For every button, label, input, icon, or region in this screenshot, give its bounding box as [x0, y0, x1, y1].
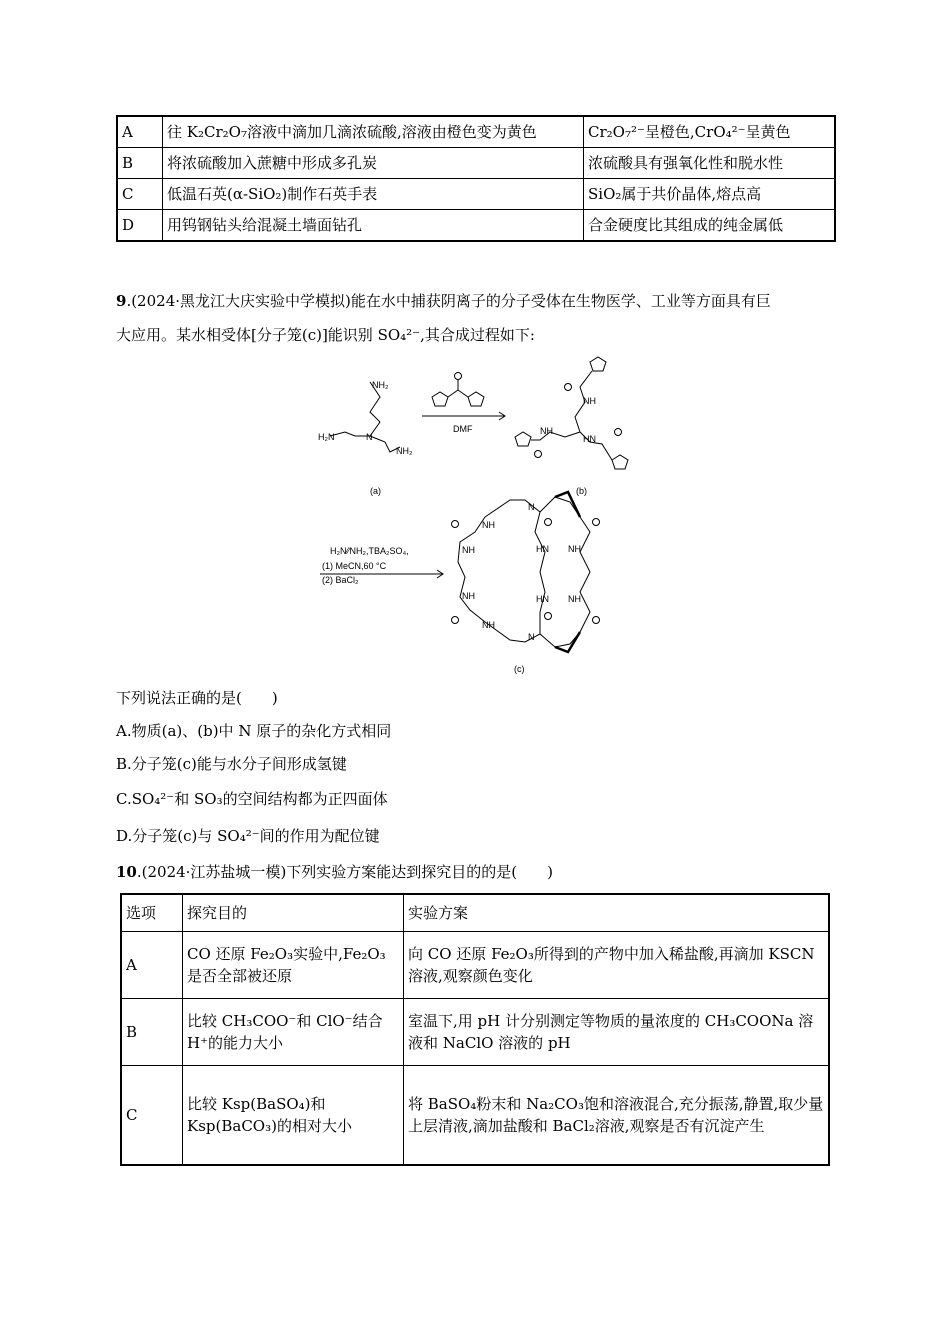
question-9-line1	[116, 284, 836, 318]
table-cell-operation: 往 K₂Cr₂O₇溶液中滴加几滴浓硫酸,溶液由橙色变为黄色	[163, 116, 584, 148]
table-1	[116, 115, 836, 242]
table-cell-explanation: Cr₂O₇²⁻呈橙色,CrO₄²⁻呈黄色	[584, 116, 836, 148]
question-text: .(2024·江苏盐城一模)下列实验方案能达到探究目的的是( )	[136, 863, 553, 881]
table-row	[121, 932, 829, 999]
question-number: 10	[116, 863, 137, 881]
table-cell-option: D	[117, 210, 163, 242]
reagent-line-3: (2) BaCl₂	[322, 575, 359, 585]
reaction-arrow-2	[320, 546, 443, 585]
question-9-line2: 大应用。某水相受体[分子笼(c)]能识别 SO₄²⁻,其合成过程如下:	[116, 326, 535, 344]
question-text: .(2024·黑龙江大庆实验中学模拟)能在水中捕获阴离子的分子受体在生物医学、工业等方面具有巨	[126, 292, 771, 310]
table-cell-option: A	[121, 932, 183, 999]
table-cell-explanation: 浓硫酸具有强氧化性和脱水性	[584, 148, 836, 179]
table-header-cell: 选项	[121, 894, 183, 932]
label-a: (a)	[370, 486, 381, 496]
table-row	[121, 999, 829, 1066]
table-cell-option: C	[117, 179, 163, 210]
table-cell-option: B	[117, 148, 163, 179]
nh-label: NH	[462, 591, 475, 601]
reagent-dmf: DMF	[453, 424, 473, 434]
table-2	[120, 893, 830, 1166]
question-10	[116, 860, 553, 884]
table-cell-explanation: 合金硬度比其组成的纯金属低	[584, 210, 836, 242]
table-header-cell: 实验方案	[404, 894, 830, 932]
hn-label: HN	[583, 434, 596, 444]
molecule-c	[452, 492, 600, 674]
nh-label: NH	[540, 426, 553, 436]
label-b: (b)	[576, 486, 587, 496]
table-cell-option: B	[121, 999, 183, 1066]
n-label: N	[528, 502, 535, 512]
nh-label: NH	[583, 396, 596, 406]
h2n-left-label: H₂N	[318, 432, 335, 442]
nh-label: NH	[462, 545, 475, 555]
table-cell-plan: 将 BaSO₄粉末和 Na₂CO₃饱和溶液混合,充分振荡,静置,取少量上层清液,滴加盐酸和 BaCl₂溶液,观察是否有沉淀产生	[404, 1066, 830, 1166]
molecule-b	[515, 357, 628, 496]
table-cell-plan: 向 CO 还原 Fe₂O₃所得到的产物中加入稀盐酸,再滴加 KSCN 溶液,观察颜色变化	[404, 932, 830, 999]
nh-label: NH	[482, 620, 495, 630]
table-header-cell: 探究目的	[183, 894, 404, 932]
hn-label: HN	[536, 544, 549, 554]
table-cell-plan: 室温下,用 pH 计分别测定等物质的量浓度的 CH₃COONa 溶液和 NaClO 溶液的 pH	[404, 999, 830, 1066]
table-header-row	[121, 894, 829, 932]
table-row	[117, 179, 835, 210]
reagent-line-1: H₂N⁄⁄NH₂,TBA₂SO₄,	[330, 546, 409, 556]
label-c: (c)	[514, 664, 525, 674]
table-cell-operation: 用钨钢钻头给混凝土墙面钻孔	[163, 210, 584, 242]
table-cell-purpose: CO 还原 Fe₂O₃实验中,Fe₂O₃是否全部被还原	[183, 932, 404, 999]
n-label: N	[366, 432, 373, 442]
table-cell-purpose: 比较 Ksp(BaSO₄)和 Ksp(BaCO₃)的相对大小	[183, 1066, 404, 1166]
nh-label: NH	[568, 594, 581, 604]
question-9-option-c[interactable]: C.SO₄²⁻和 SO₃的空间结构都为正四面体	[116, 790, 388, 808]
question-9-option-a[interactable]: A.物质(a)、(b)中 N 原子的杂化方式相同	[116, 722, 392, 740]
table-row	[117, 210, 835, 242]
synthesis-scheme	[300, 352, 660, 677]
nh2-bottom-label: NH₂	[396, 446, 413, 456]
reaction-arrow-1	[422, 373, 505, 435]
reagent-line-2: (1) MeCN,60 °C	[322, 561, 387, 571]
question-9-option-b[interactable]: B.分子笼(c)能与水分子间形成氢键	[116, 755, 347, 773]
table-cell-option: A	[117, 116, 163, 148]
nh-label: NH	[482, 520, 495, 530]
table-cell-purpose: 比较 CH₃COO⁻和 ClO⁻结合 H⁺的能力大小	[183, 999, 404, 1066]
table-row	[117, 116, 835, 148]
question-number: 9	[116, 292, 127, 310]
table-cell-operation: 将浓硫酸加入蔗糖中形成多孔炭	[163, 148, 584, 179]
table-cell-operation: 低温石英(α-SiO₂)制作石英手表	[163, 179, 584, 210]
nh-label: NH	[568, 544, 581, 554]
question-9-option-d[interactable]: D.分子笼(c)与 SO₄²⁻间的作用为配位键	[116, 827, 380, 845]
molecule-a	[318, 380, 413, 496]
table-row	[121, 1066, 829, 1166]
hn-label: HN	[536, 594, 549, 604]
table-cell-option: C	[121, 1066, 183, 1166]
question-9-stem: 下列说法正确的是( )	[116, 689, 278, 707]
nh2-top-label: NH₂	[372, 380, 389, 390]
table-cell-explanation: SiO₂属于共价晶体,熔点高	[584, 179, 836, 210]
n-label: N	[528, 632, 535, 642]
table-row	[117, 148, 835, 179]
